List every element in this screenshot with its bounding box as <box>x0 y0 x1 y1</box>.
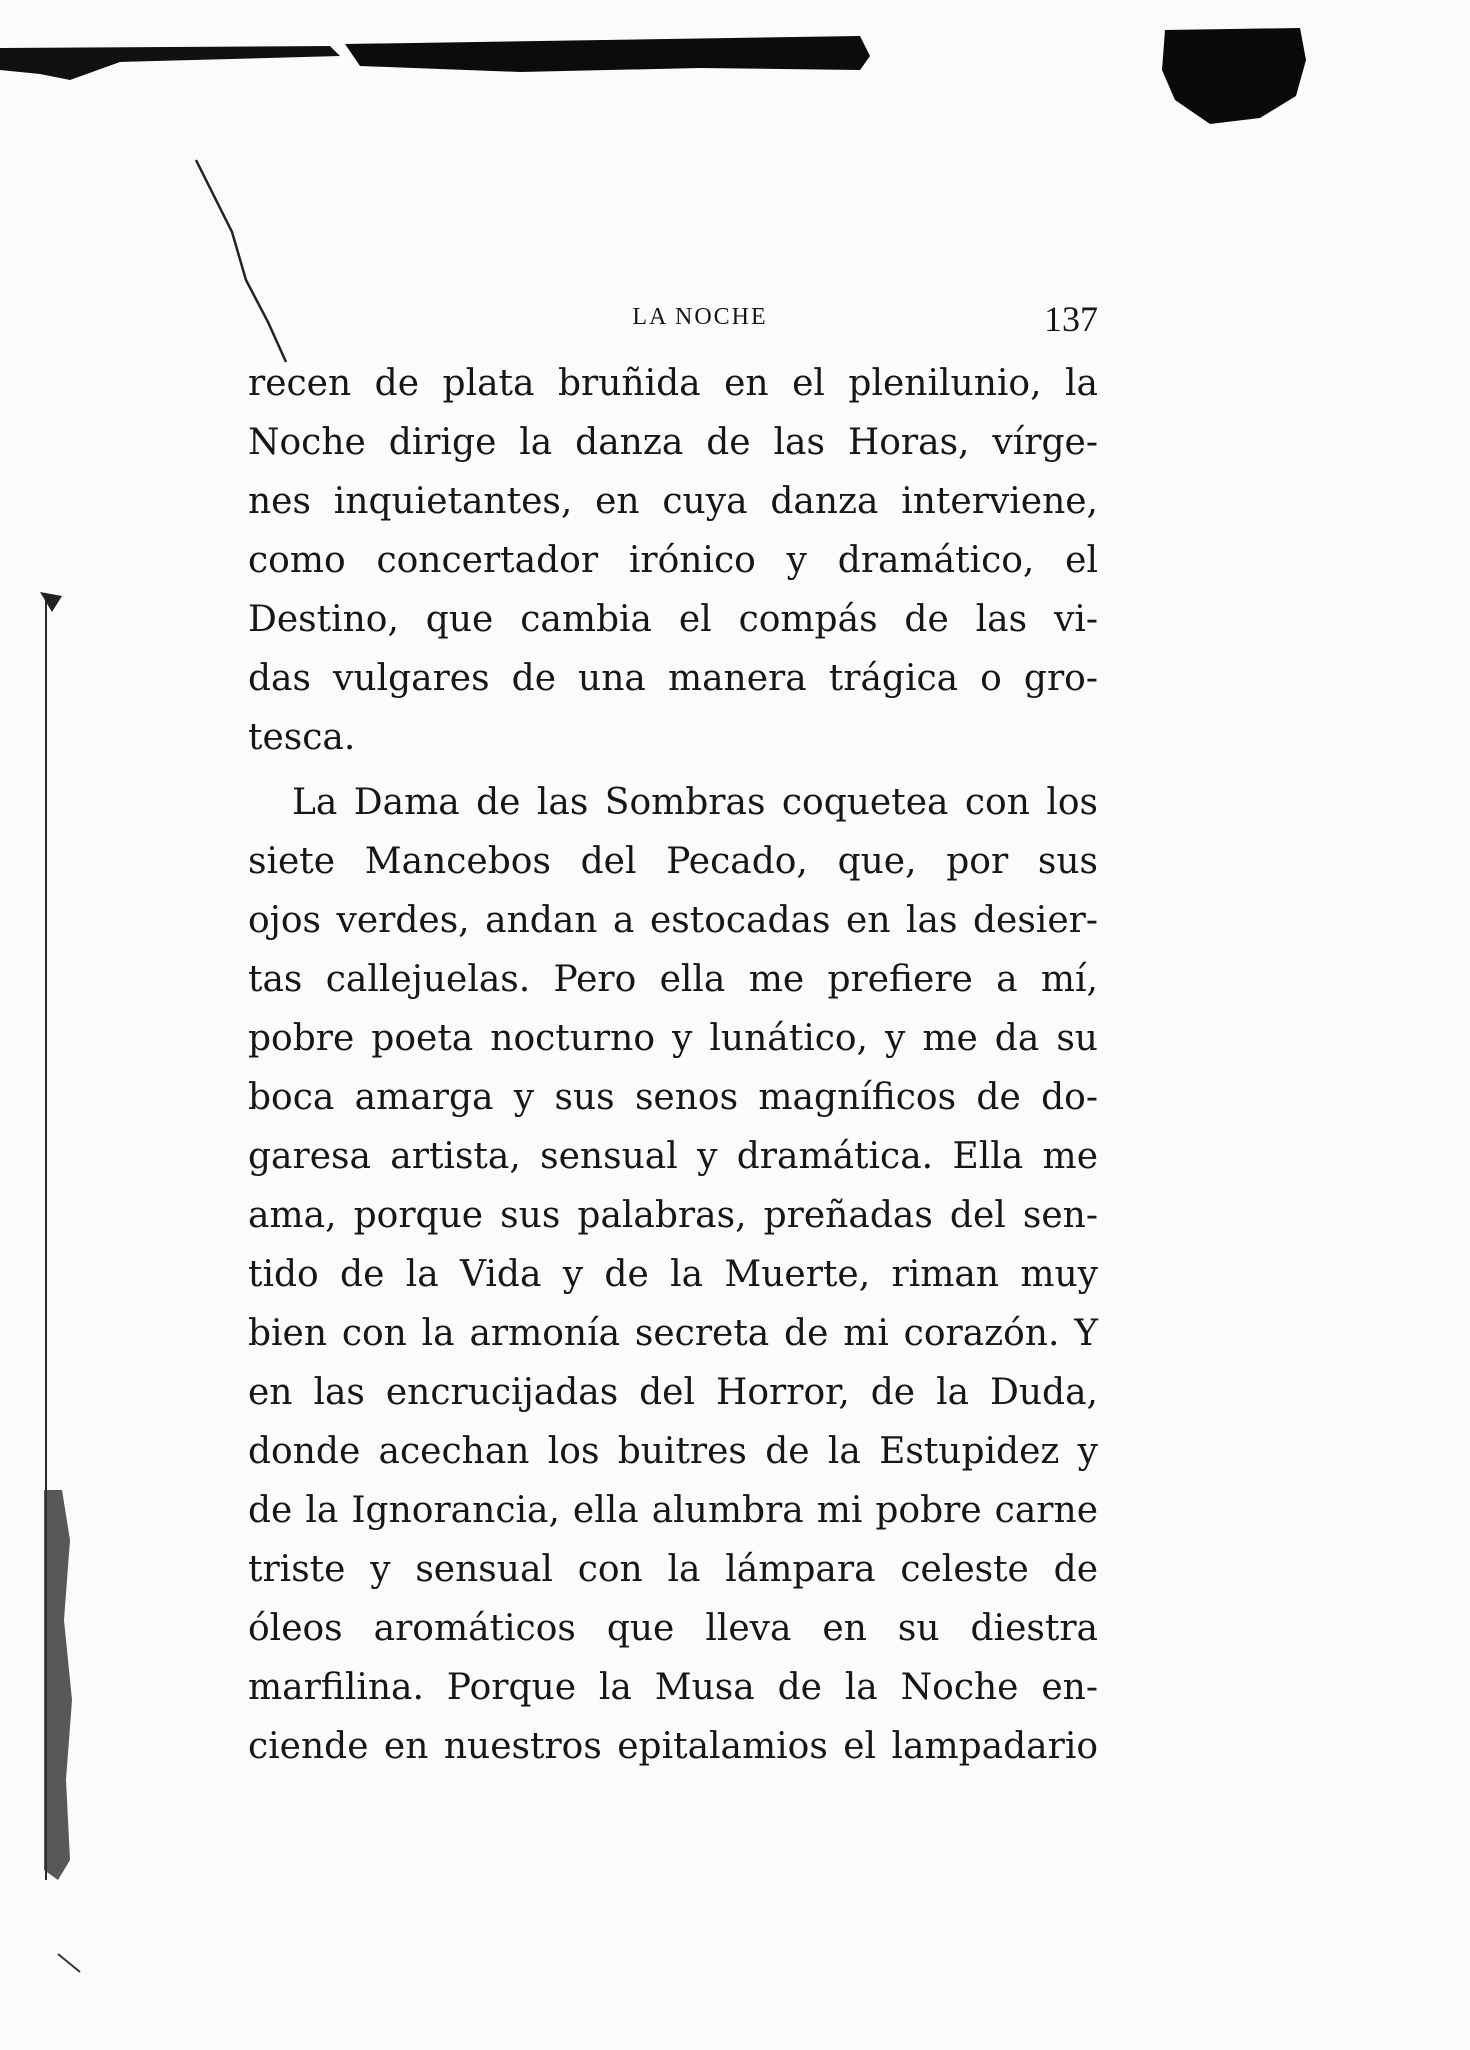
text-line: Destino, que cambia el compás de las vi- <box>248 599 1098 640</box>
text-line: en las encrucijadas del Horror, de la Duda, <box>248 1372 1098 1413</box>
text-line: boca amarga y sus senos magníficos de do- <box>248 1077 1098 1118</box>
text-line: ojos verdes, andan a estocadas en las desier- <box>248 900 1098 941</box>
text-line: ciende en nuestros epitalamios el lampadario <box>248 1726 1098 1767</box>
text-line: triste y sensual con la lámpara celeste de <box>248 1549 1098 1590</box>
running-header <box>0 300 1470 340</box>
text-line: de la Ignorancia, ella alumbra mi pobre carne <box>248 1490 1098 1531</box>
text-line: La Dama de las Sombras coquetea con los <box>292 782 1098 823</box>
left-margin-arrow-mark <box>40 592 62 612</box>
text-line: marfilina. Porque la Musa de la Noche en- <box>248 1667 1098 1708</box>
left-margin-binding-shadow <box>44 1490 72 1880</box>
text-line: garesa artista, sensual y dramática. Ella me <box>248 1136 1098 1177</box>
text-line: óleos aromáticos que lleva en su diestra <box>248 1608 1098 1649</box>
text-line: como concertador irónico y dramático, el <box>248 540 1098 581</box>
top-right-ink-smudge <box>1162 28 1306 124</box>
bottom-left-tick <box>58 1954 80 1972</box>
text-line: Noche dirige la danza de las Horas, vírge- <box>248 422 1098 463</box>
page-number: 137 <box>1044 299 1098 339</box>
text-line: bien con la armonía secreta de mi corazón. Y <box>248 1313 1098 1354</box>
text-line: tesca. <box>248 717 356 758</box>
text-line: tido de la Vida y de la Muerte, riman muy <box>248 1254 1098 1295</box>
text-line: nes inquietantes, en cuya danza interviene, <box>248 481 1098 522</box>
text-line: donde acechan los buitres de la Estupidez y <box>248 1431 1098 1472</box>
text-line: ama, porque sus palabras, preñadas del sen- <box>248 1195 1098 1236</box>
paragraph-2 <box>248 773 1098 1776</box>
top-center-ink-smudge <box>345 36 870 72</box>
text-line: siete Mancebos del Pecado, que, por sus <box>248 841 1098 882</box>
page-body <box>248 354 1098 1776</box>
running-title: LA NOCHE <box>632 304 768 330</box>
text-line: das vulgares de una manera trágica o gro- <box>248 658 1098 699</box>
text-line: recen de plata bruñida en el plenilunio, la <box>248 363 1098 404</box>
top-left-ink-smudge <box>0 46 340 80</box>
text-line: pobre poeta nocturno y lunático, y me da su <box>248 1018 1098 1059</box>
paragraph-1 <box>248 354 1098 767</box>
text-line: tas callejuelas. Pero ella me prefiere a mí, <box>248 959 1098 1000</box>
